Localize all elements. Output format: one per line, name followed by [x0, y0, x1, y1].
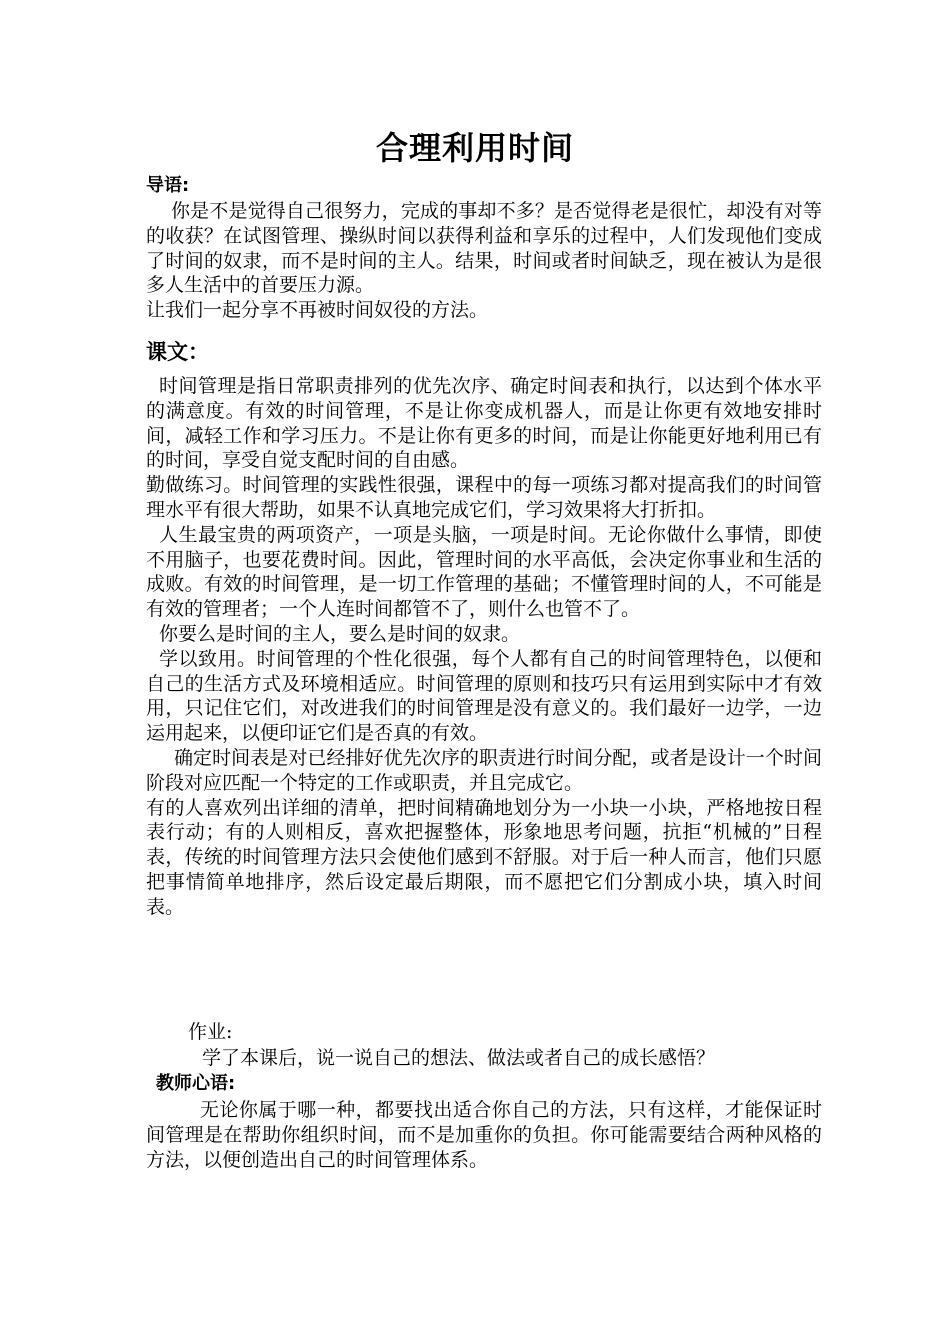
teacher-section	[146, 1098, 822, 1172]
lesson-heading: 课文：	[146, 340, 209, 364]
lesson-paragraph: 时间管理是指日常职责排列的优先次序、确定时间表和执行，以达到个体水平的满意度。有效的时间管理，不是让你变成机器人，而是让你更有效地安排时间，减轻工作和学习压力。不是让你有更多的时间，而是让你能更好地利用已有的时间，享受自觉支配时间的自由感。	[146, 375, 822, 472]
lesson-paragraph: 学以致用。时间管理的个性化很强，每个人都有自己的时间管理特色，以便和自己的生活方式及环境相适应。时间管理的原则和技巧只有运用到实际中才有效用，只记住它们，对改进我们的时间管理是没有意义的。我们最好一边学，一边运用起来，以便印证它们是否真的有效。	[146, 647, 822, 745]
intro-heading: 导语:	[146, 175, 190, 196]
teacher-paragraph: 无论你属于哪一种，都要找出适合你自己的方法，只有这样，才能保证时间管理是在帮助你组织时间，而不是加重你的负担。你可能需要结合两种风格的方法，以便创造出自己的时间管理体系。	[146, 1099, 822, 1171]
lesson-paragraph: 勤做练习。时间管理的实践性很强，课程中的每一项练习都对提高我们的时间管理水平有很大帮助，如果不认真地完成它们，学习效果将大打折扣。	[146, 474, 822, 521]
teacher-heading: 教师心语:	[156, 1073, 236, 1094]
lesson-paragraph: 确定时间表是对已经排好优先次序的职责进行时间分配，或者是设计一个时间阶段对应匹配一个特定的工作或职责，并且完成它。	[146, 746, 822, 794]
homework-label: 作业:	[188, 1021, 233, 1043]
intro-closing-line: 让我们一起分享不再被时间奴役的方法。	[146, 299, 489, 322]
lesson-paragraph: 有的人喜欢列出详细的清单，把时间精确地划分为一小块一小块，严格地按日程表行动；有的人则相反，喜欢把握整体，形象地思考问题，抗拒“机械的”日程表，传统的时间管理方法只会使他们感到不舒服。对于后一种人而言，他们只愿把事情简单地排序，然后设定最后期限，而不愿把它们分割成小块，填入时间表。	[146, 796, 822, 918]
intro-paragraph: 你是不是觉得自己很努力，完成的事却不多？是否觉得老是很忙，却没有对等的收获？在试图管理、操纵时间以获得利益和享乐的过程中，人们发现他们变成了时间的奴隶，而不是时间的主人。结果，时间或者时间缺乏，现在被认为是很多人生活中的首要压力源。	[146, 200, 822, 297]
lesson-paragraph: 人生最宝贵的两项资产，一项是头脑，一项是时间。无论你做什么事情，即使不用脑子，也要花费时间。因此，管理时间的水平高低，会决定你事业和生活的成败。有效的时间管理，是一切工作管理的基础；不懂管理时间的人，不可能是有效的管理者；一个人连时间都管不了，则什么也管不了。	[146, 523, 822, 621]
lesson-section	[146, 374, 822, 920]
intro-section	[146, 199, 822, 323]
homework-question: 学了本课后，说一说自己的想法、做法或者自己的成长感悟？	[202, 1047, 716, 1069]
lesson-paragraph: 你要么是时间的主人，要么是时间的奴隶。	[159, 622, 521, 645]
document-title: 合理利用时间	[375, 129, 574, 167]
